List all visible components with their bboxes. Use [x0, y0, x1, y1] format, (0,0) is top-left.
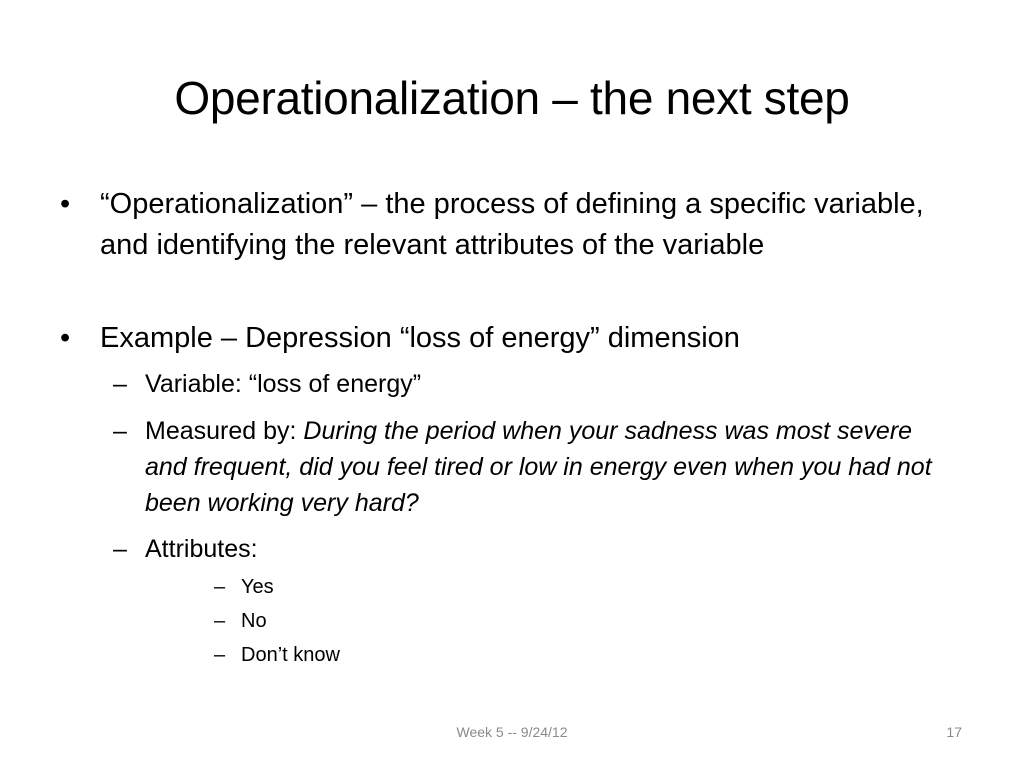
sub-item-text-question: During the period when your sadness was most severe and frequent, did you feel tired or low in energy even when you had not been working very hard?: [145, 417, 932, 517]
bullet-text-example: Example – Depression “loss of energy” dimension: [100, 322, 740, 354]
slide-title: Operationalization – the next step: [174, 72, 850, 124]
sub-item-text-variable: Variable: “loss of energy”: [145, 370, 422, 398]
bullet-icon: •: [60, 322, 71, 354]
sub-item-text-attributes: Attributes:: [145, 535, 258, 563]
bullet-icon: •: [60, 188, 71, 220]
attribute-item-yes: [214, 572, 641, 602]
dash-icon: –: [113, 370, 127, 398]
bullet-item-example: [60, 318, 972, 359]
attribute-text-no: No: [241, 610, 267, 632]
sub-item-variable: [113, 366, 945, 402]
sub-item-attributes: [113, 531, 945, 567]
attribute-item-dont-know: [214, 640, 641, 670]
dash-icon: –: [214, 576, 226, 598]
dash-icon: –: [214, 610, 226, 632]
sub-item-measured-by: [113, 413, 945, 521]
bullet-item-definition: [60, 184, 972, 266]
bullet-text-definition: “Operationalization” – the process of defining a specific variable, and identifying the relevant attributes of the variable: [100, 188, 924, 261]
sub-item-text-measured-prefix: Measured by:: [145, 417, 304, 445]
dash-icon: –: [214, 644, 226, 666]
footer-date: Week 5 -- 9/24/12: [456, 724, 568, 740]
attribute-text-dont-know: Don’t know: [241, 644, 340, 666]
attribute-item-no: [214, 606, 641, 636]
dash-icon: –: [113, 535, 127, 563]
attribute-text-yes: Yes: [241, 576, 274, 598]
dash-icon: –: [113, 417, 127, 445]
slide-number: 17: [946, 724, 962, 740]
